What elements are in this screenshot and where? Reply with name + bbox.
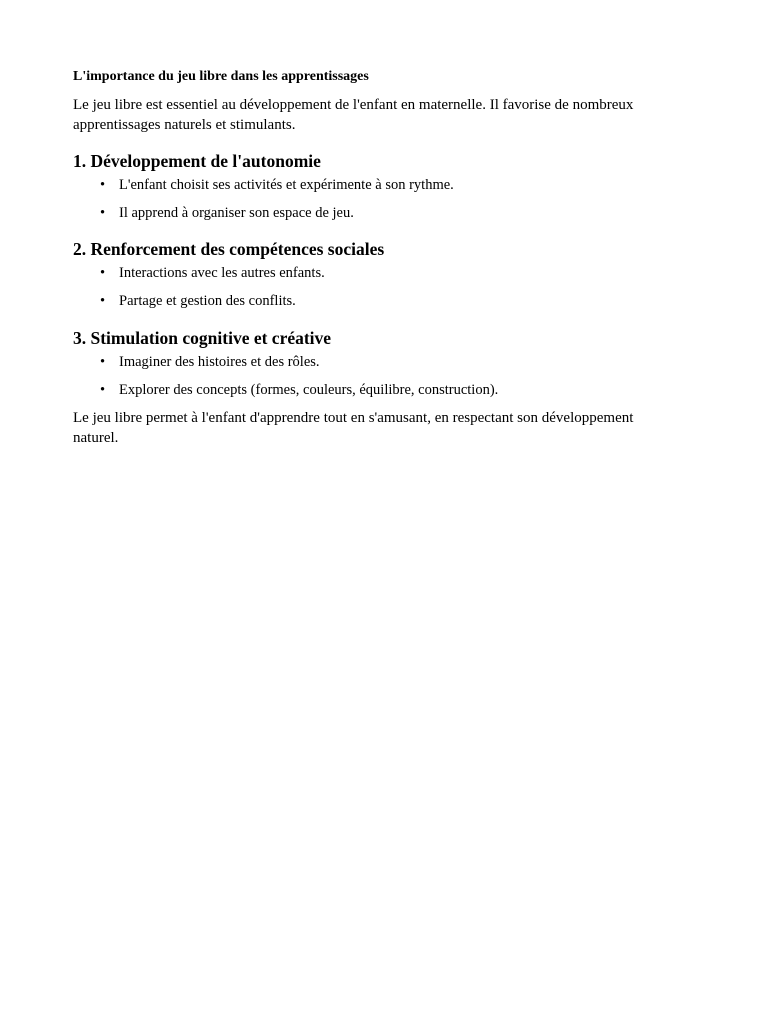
- section-heading: 1. Développement de l'autonomie: [73, 151, 321, 171]
- document-title: L'importance du jeu libre dans les apprentissages: [73, 69, 369, 84]
- bullet-icon: •: [100, 382, 106, 398]
- list-item-text: Interactions avec les autres enfants.: [119, 265, 325, 281]
- bullet-icon: •: [100, 177, 106, 193]
- bullet-list: [73, 352, 673, 400]
- section-stimulation-cognitive: [73, 327, 673, 400]
- list-item-text: Partage et gestion des conflits.: [119, 293, 296, 309]
- bullet-icon: •: [100, 265, 106, 281]
- section-competences-sociales: [73, 238, 673, 311]
- list-item: [73, 175, 673, 195]
- section-heading: 3. Stimulation cognitive et créative: [73, 328, 332, 348]
- bullet-list: [73, 175, 673, 223]
- list-item-text: Imaginer des histoires et des rôles.: [119, 354, 320, 370]
- list-item-text: L'enfant choisit ses activités et expérimente à son rythme.: [119, 177, 454, 193]
- bullet-list: [73, 263, 673, 311]
- list-item: [73, 352, 673, 372]
- conclusion-paragraph: Le jeu libre permet à l'enfant d'apprendre tout en s'amusant, en respectant son développement naturel.: [73, 410, 634, 446]
- list-item: [73, 263, 673, 283]
- list-item: [73, 291, 673, 311]
- section-autonomie: [73, 150, 673, 223]
- bullet-icon: •: [100, 354, 106, 370]
- intro-paragraph: Le jeu libre est essentiel au développement de l'enfant en maternelle. Il favorise de nombreux apprentissages naturels et stimulants.: [73, 97, 634, 133]
- list-item: [73, 203, 673, 223]
- bullet-icon: •: [100, 205, 106, 221]
- list-item: [73, 380, 673, 400]
- document-page: [73, 67, 673, 448]
- list-item-text: Explorer des concepts (formes, couleurs, équilibre, construction).: [119, 382, 499, 398]
- bullet-icon: •: [100, 293, 106, 309]
- list-item-text: Il apprend à organiser son espace de jeu.: [119, 205, 354, 221]
- section-heading: 2. Renforcement des compétences sociales: [73, 239, 385, 259]
